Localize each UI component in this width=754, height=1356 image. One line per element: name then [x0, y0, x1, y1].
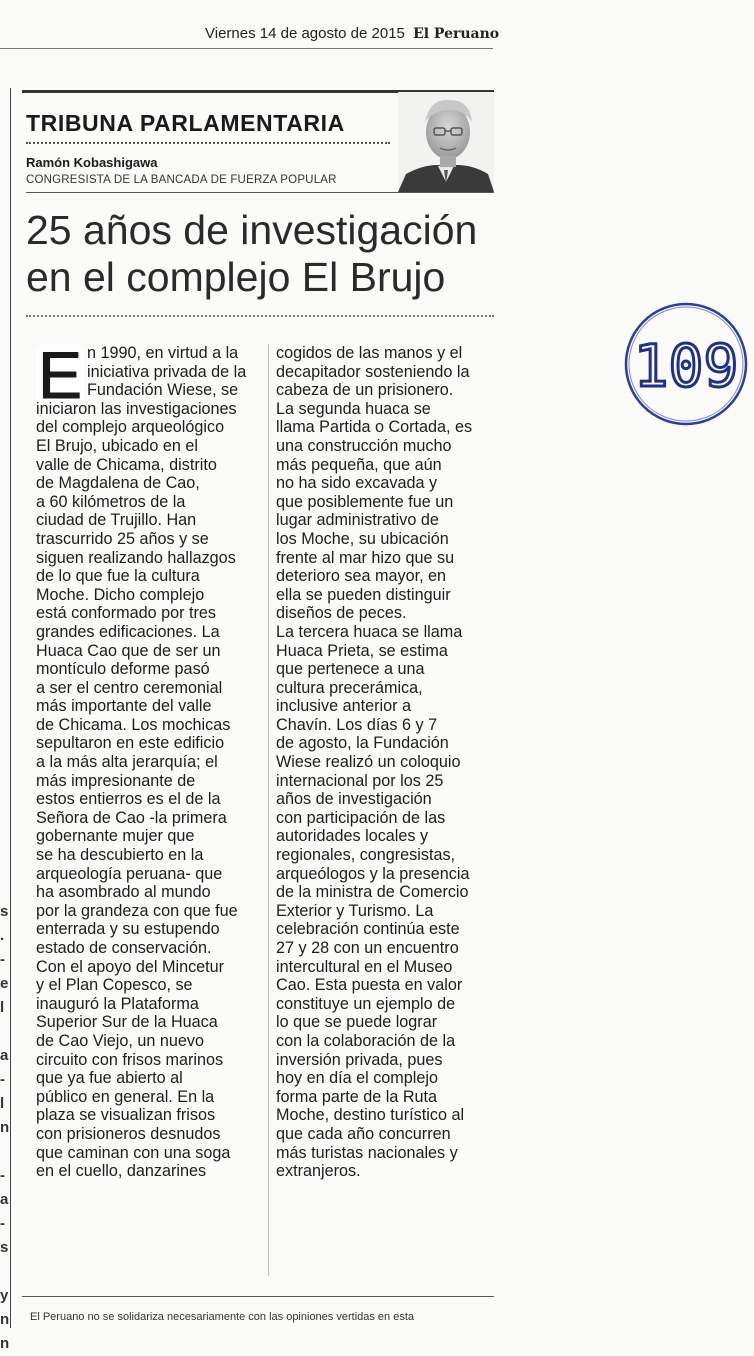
col1-line: Fundación Wiese, se	[87, 381, 239, 400]
col1-line: más importante del valle	[36, 697, 212, 716]
col1-line: estos entierros es el de la	[36, 790, 221, 809]
fragment-letter	[0, 1260, 10, 1284]
fragment-letter: s	[0, 1239, 9, 1256]
col1-line: que caminan con una soga	[36, 1143, 231, 1162]
col1-line: más impresionante de	[36, 771, 196, 790]
col2-line: una construcción mucho	[276, 436, 452, 455]
col1-line: El Brujo, ubicado en el	[36, 436, 198, 455]
col1-line: circuito con frisos marinos	[36, 1050, 224, 1069]
page-header	[205, 25, 499, 42]
col2-line: llama Partida o Cortada, es	[276, 418, 473, 437]
fragment-letter: -	[0, 1071, 5, 1088]
col2-line: cultura precerámica,	[276, 678, 423, 697]
page-number: 109	[633, 332, 739, 400]
col1-line: está conformado por tres	[36, 604, 216, 623]
author-role: CONGRESISTA DE LA BANCADA DE FUERZA POPULAR	[26, 174, 337, 186]
col2-line: extranjeros.	[276, 1162, 361, 1181]
col1-line: ha asombrado al mundo	[36, 883, 211, 902]
col2-line: celebración continúa este	[276, 920, 460, 939]
fragment-letter: e	[0, 975, 9, 992]
col1-line: grandes edificaciones. La	[36, 622, 220, 641]
col1-line: público en general. En la	[36, 1087, 215, 1106]
col2-line: 27 y 28 con un encuentro	[276, 939, 459, 957]
col2-line: que cada año concurren	[276, 1124, 451, 1143]
col2-line: deterioro sea mayor, en	[276, 567, 447, 586]
section-title: TRIBUNA PARLAMENTARIA	[26, 110, 345, 136]
col1-line: ciudad de Trujillo. Han	[36, 511, 197, 530]
article-column-1	[36, 344, 268, 1181]
drop-cap-letter: E	[37, 346, 83, 404]
col1-line: de Cao Viejo, un nuevo	[36, 1031, 205, 1050]
col1-line: con prisioneros desnudos	[36, 1124, 221, 1143]
col1-line: se ha descubierto en la	[36, 846, 204, 865]
col1-line: de Magdalena de Cao,	[36, 474, 200, 493]
author-rule	[26, 192, 494, 193]
col1-line: Con el apoyo del Mincetur	[36, 957, 225, 976]
author-name: Ramón Kobashigawa	[26, 155, 158, 170]
header-rule	[0, 48, 493, 49]
author-photo	[398, 92, 494, 192]
col1-line: n 1990, en virtud a la	[87, 344, 239, 362]
col2-line: con participación de las	[276, 808, 446, 827]
col1-line: a 60 kilómetros de la	[36, 492, 186, 511]
col2-line: inclusive anterior a	[276, 697, 411, 716]
article-column-2	[276, 344, 510, 1181]
col1-line: sepultaron en este edificio	[36, 734, 225, 753]
col2-line: de agosto, la Fundación	[276, 734, 449, 753]
fragment-letter: -	[0, 951, 5, 968]
col1-line: que ya fue abierto al	[36, 1069, 183, 1088]
col1-line: valle de Chicama, distrito	[36, 455, 217, 474]
col2-line: Chavín. Los días 6 y 7	[276, 715, 438, 734]
col1-line: de lo que fue la cultura	[36, 567, 200, 586]
col1-line: Señora de Cao -la primera	[36, 808, 227, 827]
col2-line: Exterior y Turismo. La	[276, 901, 434, 920]
fragment-letter: y	[0, 1287, 9, 1304]
col2-line: autoridades locales y	[276, 827, 429, 846]
col2-line: arqueólogos y la presencia	[276, 864, 470, 883]
col1-line: en el cuello, danzarines	[36, 1162, 207, 1181]
fragment-letter: .	[0, 927, 5, 944]
col1-line: enterrada y su estupendo	[36, 920, 220, 939]
col1-line: del complejo arqueológico	[36, 418, 225, 437]
col1-line: gobernante mujer que	[36, 827, 195, 846]
col2-line: inversión privada, pues	[276, 1050, 443, 1069]
col2-line: cogidos de las manos y el	[276, 344, 463, 362]
col2-line: no ha sido excavada y	[276, 474, 438, 493]
footer-rule	[22, 1296, 494, 1297]
column-separator	[268, 344, 269, 1276]
fragment-letter	[0, 1020, 10, 1044]
headline	[26, 207, 496, 301]
col2-line: constituye un ejemplo de	[276, 994, 456, 1013]
fragment-letter	[0, 1140, 10, 1164]
col1-line: siguen realizando hallazgos	[36, 548, 236, 567]
col2-line: años de investigación	[276, 790, 432, 809]
col2-line: de la ministra de Comercio	[276, 883, 469, 902]
left-column-fragment	[0, 900, 10, 1356]
col1-line: Superior Sur de la Huaca	[36, 1013, 218, 1032]
fragment-letter: n	[0, 1311, 10, 1328]
col1-line: Moche. Dicho complejo	[36, 585, 205, 604]
fragment-letter: n	[0, 1335, 10, 1352]
fragment-letter: -	[0, 1167, 5, 1184]
col2-line: Moche, destino turístico al	[276, 1106, 465, 1125]
col2-line: que posiblemente fue un	[276, 492, 454, 511]
col2-line: regionales, congresistas,	[276, 846, 456, 865]
fragment-letter: n	[0, 1119, 10, 1136]
col1-line: iniciativa privada de la	[87, 362, 247, 381]
fragment-letter: l	[0, 999, 5, 1016]
col2-line: Huaca Prieta, se estima	[276, 641, 448, 660]
headline-dotted-rule	[26, 315, 494, 317]
publication-name: El Peruano	[413, 26, 500, 42]
col2-line: cabeza de un prisionero.	[276, 381, 454, 400]
col1-line: inauguró la Plataforma	[36, 994, 199, 1013]
page-number-stamp	[620, 298, 752, 430]
col1-line: iniciaron las investigaciones	[36, 399, 237, 418]
col2-line: La tercera huaca se llama	[276, 622, 463, 641]
col2-line: Cao. Esta puesta en valor	[276, 976, 463, 995]
fragment-letter: a	[0, 1047, 9, 1064]
col1-line: a ser el centro ceremonial	[36, 678, 223, 697]
col2-line: decapitador sosteniendo la	[276, 362, 470, 381]
col2-line: más turistas nacionales y	[276, 1143, 458, 1162]
col2-line: más pequeña, que aún	[276, 455, 442, 474]
col2-line: frente al mar hizo que su	[276, 548, 455, 567]
headline-line-1: 25 años de investigación	[26, 207, 478, 253]
col1-line: montículo deforme pasó	[36, 660, 210, 679]
disclaimer: El Peruano no se solidariza necesariamente con las opiniones vertidas en esta	[30, 1311, 415, 1323]
col2-line: que pertenece a una	[276, 660, 425, 679]
col1-line: y el Plan Copesco, se	[36, 976, 193, 995]
col1-line: plaza se visualizan frisos	[36, 1106, 216, 1125]
col1-line: Huaca Cao que de ser un	[36, 641, 221, 660]
col2-line: lugar administrativo de	[276, 511, 439, 530]
col1-line: estado de conservación.	[36, 939, 212, 957]
col2-line: ella se pueden distinguir	[276, 585, 451, 604]
col2-line: con la colaboración de la	[276, 1031, 456, 1050]
fragment-letter: a	[0, 1191, 9, 1208]
col2-line: los Moche, su ubicación	[276, 529, 449, 548]
headline-line-2: en el complejo El Brujo	[26, 254, 446, 300]
col2-line: hoy en día el complejo	[276, 1069, 438, 1088]
col2-line: lo que se puede lograr	[276, 1013, 438, 1032]
col2-line: internacional por los 25	[276, 771, 444, 790]
col1-line: trascurrido 25 años y se	[36, 529, 209, 548]
col2-line: Wiese realizó un coloquio	[276, 753, 461, 772]
col1-line: de Chicama. Los mochicas	[36, 715, 231, 734]
left-column-rule	[10, 88, 11, 1328]
col2-line: forma parte de la Ruta	[276, 1087, 438, 1106]
fragment-letter: s	[0, 903, 9, 920]
col1-line: a la más alta jerarquía; el	[36, 753, 218, 772]
col2-line: intercultural en el Museo	[276, 957, 453, 976]
col1-line: arqueología peruana- que	[36, 864, 223, 883]
col2-line: diseños de peces.	[276, 604, 407, 623]
header-date: Viernes 14 de agosto de 2015	[205, 25, 405, 42]
fragment-letter: l	[0, 1095, 5, 1112]
col2-line: La segunda huaca se	[276, 399, 431, 418]
fragment-letter: -	[0, 1215, 5, 1232]
col1-line: por la grandeza con que fue	[36, 901, 238, 920]
section-dotted-rule	[26, 142, 390, 144]
